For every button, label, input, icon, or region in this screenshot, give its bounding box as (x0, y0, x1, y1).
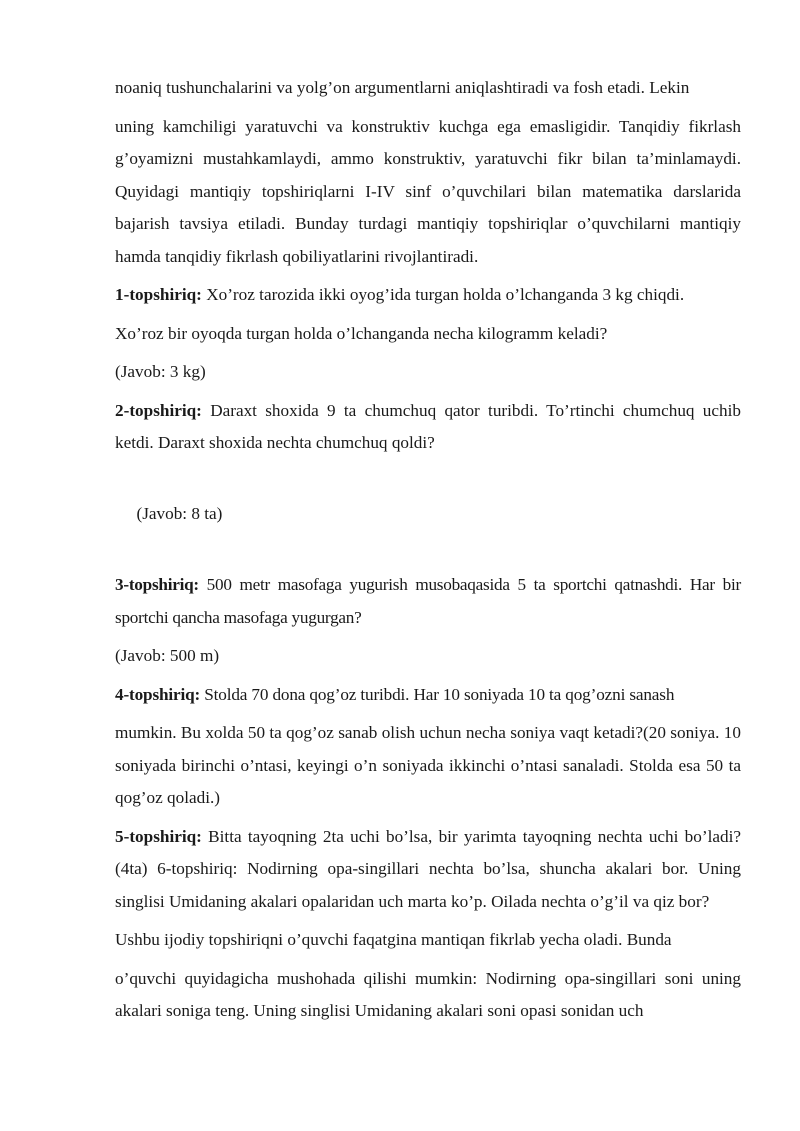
paragraph-text: Bitta tayoqning 2ta uchi bo’lsa, bir yarimta tayoqning nechta uchi bo’ladi? (4ta) 6-topshiriq: Nodirning opa-singillari nechta bo’lsa, shuncha akalari bor. Uning singlisi Umidaning akalari opalaridan uch marta ko’p. Oilada nechta o’g’il va qiz bor? (115, 826, 741, 911)
paragraph-text: Stolda 70 dona qog’oz turibdi. Har 10 soniyada 10 ta qog’ozni sanash (200, 684, 675, 704)
task-2-paragraph (115, 395, 741, 460)
answer-paragraph (115, 356, 741, 389)
paragraph (115, 72, 741, 105)
paragraph (115, 717, 741, 815)
paragraph (115, 318, 741, 351)
task-1-paragraph (115, 279, 741, 312)
answer-paragraph (115, 640, 741, 673)
paragraph-text: 500 metr masofaga yugurish musobaqasida 5 ta sportchi qatnashdi. Har bir sportchi qancha masofaga yugurgan? (115, 575, 741, 627)
document-page (115, 72, 741, 1034)
paragraph (115, 111, 741, 274)
task-4-paragraph (115, 679, 741, 712)
task-label: 2-topshiriq: (115, 400, 202, 420)
paragraph-text: Ushbu ijodiy topshiriqni o’quvchi faqatgina mantiqan fikrlab yecha oladi. Bunda (115, 930, 672, 949)
answer-text: (Javob: 3 kg) (115, 362, 206, 381)
task-3-paragraph (115, 569, 741, 634)
task-label: 3-topshiriq: (115, 575, 199, 594)
paragraph-text: noaniq tushunchalarini va yolg’on argumentlarni aniqlashtiradi va fosh etadi. Lekin (115, 78, 690, 97)
answer-text: (Javob: 8 ta) (132, 504, 223, 523)
paragraph-text: Daraxt shoxida 9 ta chumchuq qator turibdi. To’rtinchi chumchuq uchib ketdi. Daraxt shoxida nechta chumchuq qoldi? (115, 400, 741, 452)
paragraph-text: Xo’roz tarozida ikki oyog’ida turgan holda o’lchanganda 3 kg chiqdi. (201, 285, 685, 304)
task-label: 5-topshiriq: (115, 826, 202, 846)
paragraph-text: uning kamchiligi yaratuvchi va konstruktiv kuchga ega emasligidir. Tanqidiy fikrlash g’oyamizni mustahkamlaydi, ammo konstruktiv, yaratuvchi fikr bilan ta’minlamaydi. Quyidagi mantiqiy topshiriqlarni I-IV sinf o’quvchilari bilan matematika darslarida bajarish tavsiya etiladi. Bunday turdagi mantiqiy topshiriqlar o’quvchilarni mantiqiy hamda tanqidiy fikrlash qobiliyatlarini rivojlantiradi. (115, 116, 741, 266)
paragraph (115, 963, 741, 1028)
paragraph (115, 924, 741, 957)
paragraph-text: mumkin. Bu xolda 50 ta qog’oz sanab olish uchun necha soniya vaqt ketadi?(20 soniya. 10 soniyada birinchi o’ntasi, keyingi o’n soniyada ikkinchi o’ntasi sanaladi. Stolda esa 50 ta qog’oz qoladi.) (115, 723, 741, 807)
task-label: 1-topshiriq: (115, 285, 202, 304)
task-label: 4-topshiriq: (115, 684, 201, 704)
paragraph-text: o’quvchi quyidagicha mushohada qilishi mumkin: Nodirning opa-singillari soni uning akalari soniga teng. Uning singlisi Umidaning akalari soni opasi sonidan uch (115, 968, 741, 1020)
answer-paragraph (115, 466, 741, 564)
paragraph-text: Xo’roz bir oyoqda turgan holda o’lchanganda necha kilogramm keladi? (115, 323, 608, 343)
answer-text: (Javob: 500 m) (115, 646, 220, 665)
task-5-paragraph (115, 821, 741, 919)
